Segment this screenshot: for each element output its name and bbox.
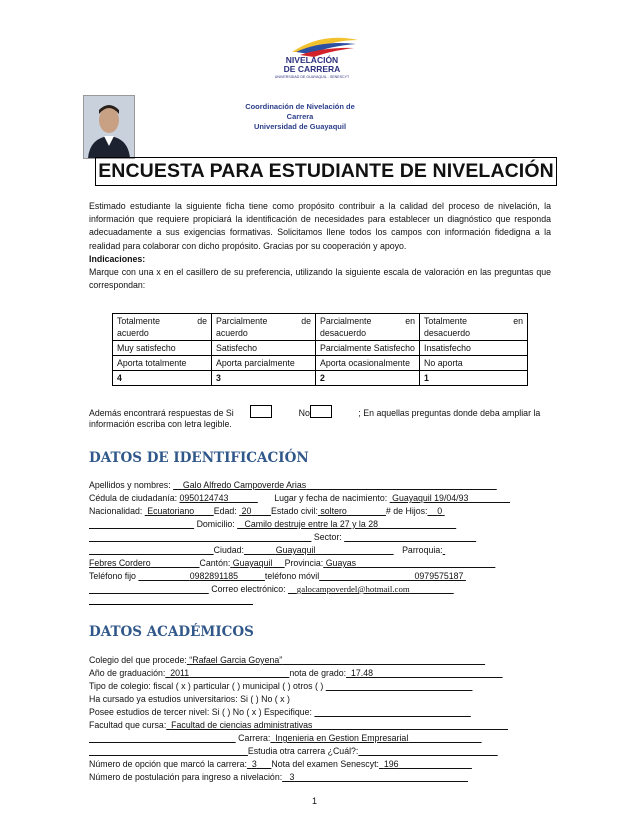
id-label: Cédula de ciudadanía: <box>89 493 178 503</box>
phone-row <box>89 570 466 583</box>
senescyt-field[interactable]: 196 <box>383 759 399 769</box>
third-level-options[interactable]: Posee estudios de tercer nivel: Si ( ) No ( x ) Especifique: <box>89 707 312 717</box>
birth-label: Lugar y fecha de nacimiento: <box>274 493 388 503</box>
city-prefix-line <box>89 545 214 555</box>
indications-text: Marque con una x en el casillero de su preferencia, utilizando la siguiente escala de valoración en las preguntas que correspondan: <box>89 267 551 291</box>
career-field[interactable]: Ingenieria en Gestion Empresarial <box>275 733 409 743</box>
birth-field[interactable]: Guayaquil 19/04/93 <box>392 493 469 503</box>
career-row <box>89 732 482 745</box>
sector-prefix-line <box>89 532 311 542</box>
table-row <box>113 341 528 356</box>
grade-field[interactable]: 17.48 <box>350 668 373 678</box>
answers-text-2: No <box>298 408 310 418</box>
table-cell: Totalmente en desacuerdo <box>420 314 528 341</box>
coordination-header <box>230 102 370 132</box>
parish-label: Parroquia: <box>402 545 443 555</box>
other-career-row <box>89 745 498 758</box>
other-career-field[interactable] <box>358 746 497 756</box>
age-field[interactable]: 20 <box>241 506 252 516</box>
student-photo <box>83 95 135 159</box>
school-type-row <box>89 680 472 693</box>
identification-heading: DATOS DE IDENTIFICACIÓN <box>89 450 309 466</box>
faculty-field[interactable]: Facultad de ciencias administrativas <box>171 720 313 730</box>
logo-caption: UNIVERSIDAD DE GUAYAQUIL - SENESCYT <box>274 75 350 79</box>
title-box <box>95 157 557 186</box>
table-cell: Aporta totalmente <box>113 356 212 371</box>
table-cell: Insatisfecho <box>420 341 528 356</box>
address-label: Domicilio: <box>196 519 235 529</box>
civil-field[interactable]: soltero <box>320 506 347 516</box>
no-checkbox[interactable] <box>310 405 332 418</box>
third-level-field[interactable] <box>314 707 470 717</box>
application-field[interactable]: 3 <box>289 772 295 782</box>
coordination-line-2: Carrera <box>286 112 314 121</box>
sector-label: Sector: <box>313 532 342 542</box>
table-row <box>113 314 528 341</box>
table-cell: Parcialmente Satisfecho <box>316 341 420 356</box>
rating-scale-table <box>112 313 528 386</box>
canton-label: Cantón: <box>199 558 231 568</box>
school-label: Colegio del que procede: <box>89 655 187 665</box>
option-field[interactable]: 3 <box>251 759 257 769</box>
address-prefix-line <box>89 519 194 529</box>
application-label: Número de postulación para ingreso a nivelación: <box>89 772 283 782</box>
table-cell: No aporta <box>420 356 528 371</box>
academic-heading: DATOS ACADÉMICOS <box>89 624 254 640</box>
table-cell: 1 <box>420 371 528 386</box>
senescyt-label: Nota del examen Senescyt: <box>271 759 379 769</box>
email-prefix-line <box>89 584 209 594</box>
table-cell: 3 <box>212 371 316 386</box>
coordination-line-1: Coordinación de Nivelación de <box>245 102 355 111</box>
table-cell: Satisfecho <box>212 341 316 356</box>
application-row <box>89 771 468 784</box>
table-cell: Aporta ocasionalmente <box>316 356 420 371</box>
nationality-row <box>89 505 445 518</box>
sector-field[interactable] <box>344 532 476 542</box>
indications-label: Indicaciones: <box>89 253 146 264</box>
yes-checkbox[interactable] <box>250 405 272 418</box>
school-type-options[interactable]: Tipo de colegio: fiscal ( x ) particular ( ) municipal ( ) otros ( ) <box>89 681 324 691</box>
province-label: Provincia: <box>284 558 324 568</box>
table-cell: Parcialmente en desacuerdo <box>316 314 420 341</box>
page-title: ENCUESTA PARA ESTUDIANTE DE NIVELACIÓN <box>98 160 554 182</box>
names-label: Apellidos y nombres: <box>89 480 171 490</box>
page-number: 1 <box>312 796 318 806</box>
parish-blank[interactable] <box>443 545 445 555</box>
table-cell: Aporta parcialmente <box>212 356 316 371</box>
nationality-label: Nacionalidad: <box>89 506 143 516</box>
table-cell: 4 <box>113 371 212 386</box>
career-prefix-line <box>89 733 236 743</box>
email-label: Correo electrónico: <box>211 584 286 594</box>
answers-text-1: Además encontrará respuestas de Si <box>89 408 234 418</box>
age-label: Edad: <box>213 506 237 516</box>
address-field[interactable]: Camilo destruje entre la 27 y la 28 <box>244 519 378 529</box>
names-field[interactable]: Galo Alfredo Campoverde Arias <box>182 480 307 490</box>
answers-line-2: información escriba con letra legible. <box>89 419 232 429</box>
table-cell: 2 <box>316 371 420 386</box>
city-label: Ciudad: <box>213 545 244 555</box>
third-level-row <box>89 706 471 719</box>
nivelacion-logo <box>262 30 362 86</box>
grade-label: nota de grado: <box>289 668 347 678</box>
faculty-label: Facultad que cursa: <box>89 720 167 730</box>
grad-year-field[interactable]: 2011 <box>170 668 190 678</box>
univ-studies-row[interactable]: Ha cursado ya estudios universitarios: Si ( ) No ( x ) <box>89 694 290 704</box>
phone-field[interactable]: 0982891185 <box>189 571 239 581</box>
logo-title: NIVELACIÓN <box>285 55 339 65</box>
option-row <box>89 758 472 771</box>
intro-section <box>89 200 551 292</box>
table-row <box>113 371 528 386</box>
school-row <box>89 654 485 667</box>
email-field[interactable]: galocampoverdel@hotmail.com <box>296 584 410 594</box>
school-type-other-field[interactable] <box>326 681 473 691</box>
school-field[interactable]: “Rafael Garcia Goyena” <box>189 655 283 665</box>
email-continuation-line <box>89 604 253 605</box>
address-row <box>89 518 456 531</box>
mobile-label: teléfono móvil <box>264 571 320 581</box>
id-row <box>89 492 510 505</box>
nationality-field[interactable]: Ecuatoriano <box>147 506 195 516</box>
coordination-line-3: Universidad de Guayaquil <box>253 122 347 131</box>
city-field[interactable]: Guayaquil <box>275 545 316 555</box>
grad-year-label: Año de graduación: <box>89 668 166 678</box>
other-career-label: Estudia otra carrera ¿Cuál?: <box>247 746 359 756</box>
mobile-field[interactable]: 0979575187 <box>414 571 464 581</box>
person-photo-icon <box>84 96 134 158</box>
table-cell: Totalmente de acuerdo <box>113 314 212 341</box>
city-row <box>89 544 445 557</box>
other-career-prefix-line <box>89 746 248 756</box>
children-field[interactable]: 0 <box>437 506 443 516</box>
email-row <box>89 583 454 596</box>
career-label: Carrera: <box>238 733 271 743</box>
province-field[interactable]: Guayas <box>325 558 357 568</box>
table-cell: Muy satisfecho <box>113 341 212 356</box>
canton-row <box>89 557 495 570</box>
option-label: Número de opción que marcó la carrera: <box>89 759 247 769</box>
sector-row <box>89 531 476 544</box>
table-cell: Parcialmente de acuerdo <box>212 314 316 341</box>
intro-paragraph: Estimado estudiante la siguiente ficha tiene como propósito contribuir a la calidad del proceso de nivelación, la información que requiere propiciará la identificación de necesidades para establecer un diagnóstico que responda adecuadamente a sus exigencias formativas. Solicitamos llene todos los campos con información fidedigna a la realidad para colaborar con dicho propósito. Gracias por su cooperación y apoyo. <box>89 201 551 251</box>
logo-subtitle: DE CARRERA <box>283 64 341 74</box>
answers-text-3: ; En aquellas preguntas donde deba ampliar la <box>358 408 541 418</box>
canton-field[interactable]: Guayaquil <box>232 558 273 568</box>
phone-label: Teléfono fijo <box>89 571 136 581</box>
children-label: # de Hijos: <box>385 506 428 516</box>
id-field[interactable]: 0950124743 <box>179 493 229 503</box>
parish-field[interactable]: Febres Cordero <box>89 558 151 568</box>
faculty-row <box>89 719 508 732</box>
grad-row <box>89 667 503 680</box>
table-row <box>113 356 528 371</box>
names-row <box>89 479 497 492</box>
civil-label: Estado civil: <box>271 506 318 516</box>
